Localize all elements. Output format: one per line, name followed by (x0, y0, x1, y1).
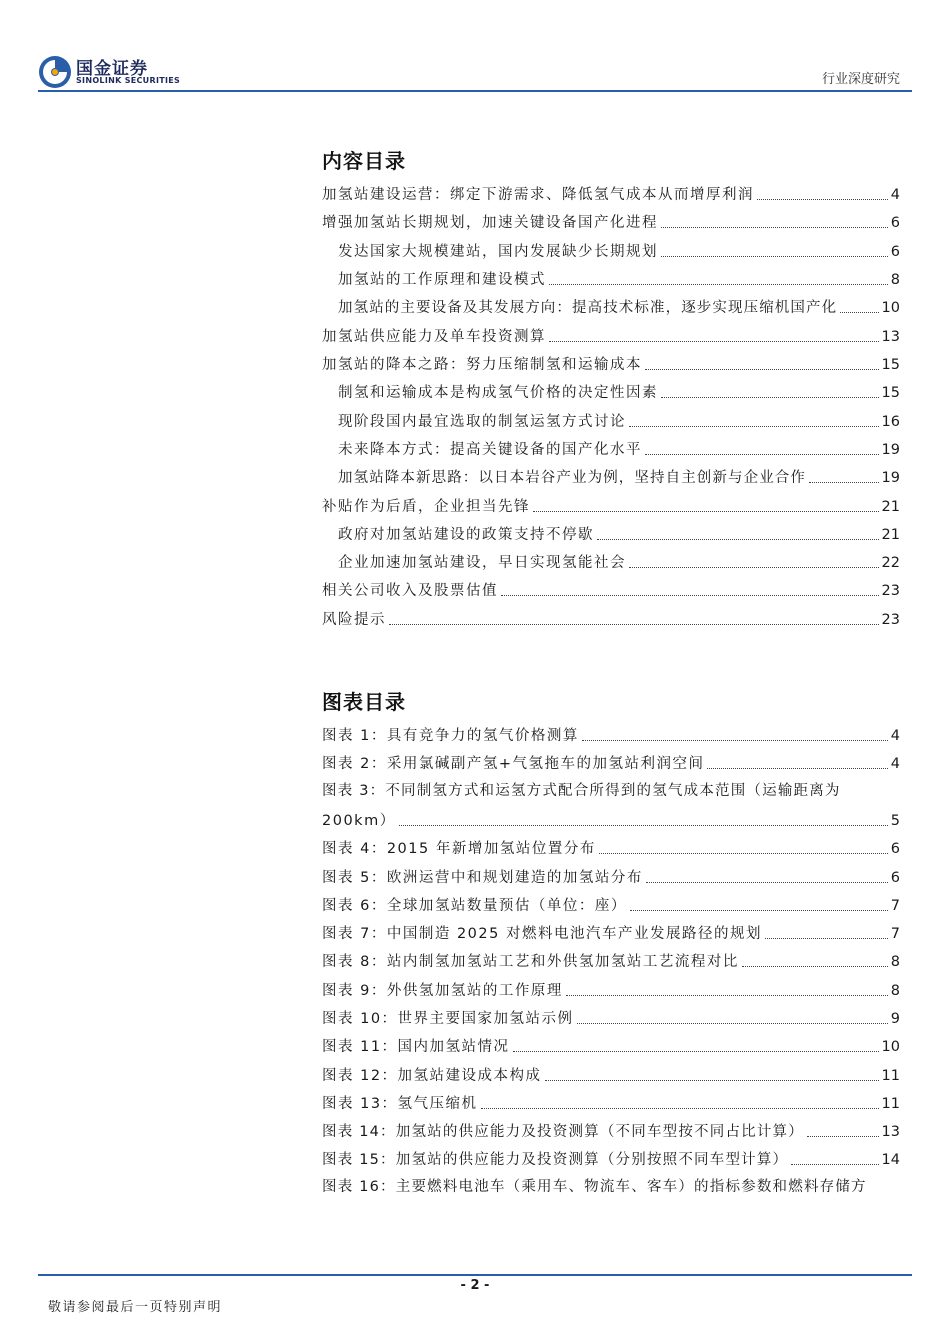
toc-title: 内容目录 (322, 149, 406, 173)
leader-dots (646, 882, 888, 883)
leader-dots (597, 539, 879, 540)
toc-entry-text: 现阶段国内最宜选取的制氢运氢方式讨论 (338, 414, 626, 430)
toc-entry-page: 6 (890, 215, 900, 231)
figure-entry-page: 10 (881, 1039, 900, 1055)
figure-entry-page: 7 (890, 898, 900, 914)
figure-entry-continuation[interactable] (322, 809, 900, 831)
leader-dots (807, 1136, 879, 1137)
toc-entry-text: 加氢站供应能力及单车投资测算 (322, 329, 546, 345)
toc-entry-text: 发达国家大规模建站，国内发展缺少长期规划 (338, 244, 658, 260)
toc-entry[interactable] (322, 579, 900, 601)
toc-subentry[interactable] (338, 296, 900, 318)
leader-dots (599, 853, 888, 854)
toc-entry-page: 23 (881, 612, 900, 628)
leader-dots (645, 369, 879, 370)
toc-entry[interactable] (322, 211, 900, 233)
leader-dots (577, 1023, 888, 1024)
figure-entry-page: 14 (881, 1152, 900, 1168)
toc-entry-text: 加氢站的工作原理和建设模式 (338, 272, 546, 288)
leader-dots (582, 740, 888, 741)
leader-dots (757, 199, 888, 200)
toc-subentry[interactable] (338, 410, 900, 432)
toc-entry-page: 4 (890, 187, 900, 203)
figure-entry-text: 图表 5：欧洲运营中和规划建造的加氢站分布 (322, 870, 643, 886)
figure-entry-page: 11 (881, 1068, 900, 1084)
figure-entry-page: 8 (890, 954, 900, 970)
figure-entry-page: 4 (890, 756, 900, 772)
toc-entry[interactable] (322, 353, 900, 375)
leader-dots (629, 567, 879, 568)
leader-dots (399, 825, 888, 826)
toc-entry-page: 15 (881, 385, 900, 401)
toc-entry-text: 补贴作为后盾，企业担当先锋 (322, 499, 530, 515)
figure-entry-text: 图表 4：2015 年新增加氢站位置分布 (322, 841, 596, 857)
figure-entry[interactable] (322, 1092, 900, 1114)
leader-dots (549, 341, 879, 342)
toc-entry[interactable] (322, 183, 900, 205)
figure-entry[interactable] (322, 894, 900, 916)
figure-entry-page: 4 (890, 728, 900, 744)
toc-entry-page: 10 (881, 300, 900, 316)
toc-entry[interactable] (322, 608, 900, 630)
figure-entry-text: 图表 15：加氢站的供应能力及投资测算（分别按照不同车型计算） (322, 1152, 789, 1168)
figures-title: 图表目录 (322, 690, 406, 714)
leader-dots (791, 1164, 878, 1165)
figure-entry-text: 图表 14：加氢站的供应能力及投资测算（不同车型按不同占比计算） (322, 1124, 804, 1140)
leader-dots (840, 312, 878, 313)
report-type-label: 行业深度研究 (821, 72, 900, 87)
figure-entry[interactable] (322, 950, 900, 972)
toc-entry-text: 未来降本方式：提高关键设备的国产化水平 (338, 442, 642, 458)
leader-dots (645, 454, 879, 455)
figure-entry-text: 图表 1：具有竞争力的氢气价格测算 (322, 728, 579, 744)
figure-entry[interactable] (322, 1035, 900, 1057)
figure-entry[interactable] (322, 752, 900, 774)
toc-subentry[interactable] (338, 551, 900, 573)
leader-dots (765, 938, 888, 939)
figure-entry-text: 图表 6：全球加氢站数量预估（单位：座） (322, 898, 627, 914)
toc-subentry[interactable] (338, 268, 900, 290)
leader-dots (566, 995, 888, 996)
leader-dots (630, 910, 888, 911)
toc-entry-text: 加氢站的降本之路：努力压缩制氢和运输成本 (322, 357, 642, 373)
figure-entry-text-line1[interactable]: 图表 16：主要燃料电池车（乘用车、物流车、客车）的指标参数和燃料存储方 (322, 1179, 867, 1195)
toc-subentry[interactable] (338, 381, 900, 403)
figure-entry-page: 5 (890, 813, 900, 829)
leader-dots (481, 1108, 879, 1109)
figure-entry[interactable] (322, 1064, 900, 1086)
toc-entry-page: 21 (881, 499, 900, 515)
figure-entry-text: 图表 10：世界主要国家加氢站示例 (322, 1011, 574, 1027)
figure-entry[interactable] (322, 922, 900, 944)
figure-entry-text: 图表 8：站内制氢加氢站工艺和外供氢加氢站工艺流程对比 (322, 954, 739, 970)
leader-dots (501, 595, 879, 596)
toc-entry-text: 企业加速加氢站建设，早日实现氢能社会 (338, 555, 626, 571)
leader-dots (533, 511, 879, 512)
toc-entry-text: 加氢站的主要设备及其发展方向：提高技术标准，逐步实现压缩机国产化 (338, 300, 838, 316)
figure-entry-text: 图表 13：氢气压缩机 (322, 1096, 478, 1112)
toc-entry[interactable] (322, 325, 900, 347)
toc-entry[interactable] (322, 495, 900, 517)
leader-dots (707, 768, 887, 769)
leader-dots (661, 397, 879, 398)
toc-entry-page: 22 (881, 555, 900, 571)
toc-entry-page: 8 (890, 272, 900, 288)
figure-entry-text-line1[interactable]: 图表 3：不同制氢方式和运氢方式配合所得到的氢气成本范围（运输距离为 (322, 783, 841, 799)
leader-dots (513, 1051, 879, 1052)
figure-entry-text: 图表 11：国内加氢站情况 (322, 1039, 510, 1055)
toc-entry-text: 加氢站建设运营：绑定下游需求、降低氢气成本从而增厚利润 (322, 187, 754, 203)
toc-subentry[interactable] (338, 438, 900, 460)
sinolink-logo-icon (38, 55, 72, 89)
figure-entry-text: 图表 12：加氢站建设成本构成 (322, 1068, 542, 1084)
page-number: - 2 - (460, 1278, 490, 1293)
leader-dots (545, 1080, 879, 1081)
figure-entry-text: 图表 7：中国制造 2025 对燃料电池汽车产业发展路径的规划 (322, 926, 762, 942)
leader-dots (629, 426, 879, 427)
logo-chinese-name: 国金证券 (76, 59, 148, 79)
page-header (38, 52, 912, 92)
toc-entry-page: 19 (881, 442, 900, 458)
figure-entry[interactable] (322, 979, 900, 1001)
toc-entry-text: 政府对加氢站建设的政策支持不停歇 (338, 527, 594, 543)
figure-entry-text: 图表 9：外供氢加氢站的工作原理 (322, 983, 563, 999)
toc-entry-text: 风险提示 (322, 612, 386, 628)
leader-dots (549, 284, 888, 285)
toc-entry-text: 制氢和运输成本是构成氢气价格的决定性因素 (338, 385, 658, 401)
figure-entry[interactable] (322, 837, 900, 859)
toc-entry-page: 13 (881, 329, 900, 345)
toc-entry-text: 相关公司收入及股票估值 (322, 583, 498, 599)
toc-entry-page: 23 (881, 583, 900, 599)
leader-dots (661, 227, 888, 228)
toc-entry-page: 19 (881, 470, 900, 486)
figure-entry-page: 8 (890, 983, 900, 999)
toc-entry-page: 15 (881, 357, 900, 373)
figure-entry-page: 6 (890, 870, 900, 886)
figure-entry-page: 11 (881, 1096, 900, 1112)
footer-disclaimer: 敬请参阅最后一页特别声明 (48, 1300, 223, 1315)
leader-dots (742, 966, 888, 967)
figure-entry[interactable] (322, 1148, 900, 1170)
figure-entry-page: 7 (890, 926, 900, 942)
figure-entry-text: 图表 2：采用氯碱副产氢+气氢拖车的加氢站利润空间 (322, 756, 705, 772)
figure-entry[interactable] (322, 1007, 900, 1029)
toc-subentry[interactable] (338, 523, 900, 545)
toc-subentry[interactable] (338, 466, 900, 488)
figure-entry-text: 200km） (322, 813, 396, 829)
figure-entry[interactable] (322, 866, 900, 888)
leader-dots (389, 624, 879, 625)
toc-entry-text: 增强加氢站长期规划，加速关键设备国产化进程 (322, 215, 658, 231)
header-divider (38, 90, 912, 92)
leader-dots (661, 256, 888, 257)
footer-divider (38, 1274, 912, 1276)
figure-entry[interactable] (322, 724, 900, 746)
toc-entry-page: 16 (881, 414, 900, 430)
figure-entry[interactable] (322, 1120, 900, 1142)
toc-entry-page: 21 (881, 527, 900, 543)
toc-entry-text: 加氢站降本新思路：以日本岩谷产业为例，坚持自主创新与企业合作 (338, 470, 806, 486)
figure-entry-page: 9 (890, 1011, 900, 1027)
figure-entry-page: 6 (890, 841, 900, 857)
logo-english-name: SINOLINK SECURITIES (76, 76, 181, 85)
toc-subentry[interactable] (338, 240, 900, 262)
toc-entry-page: 6 (890, 244, 900, 260)
leader-dots (809, 482, 879, 483)
figure-entry-page: 13 (881, 1124, 900, 1140)
